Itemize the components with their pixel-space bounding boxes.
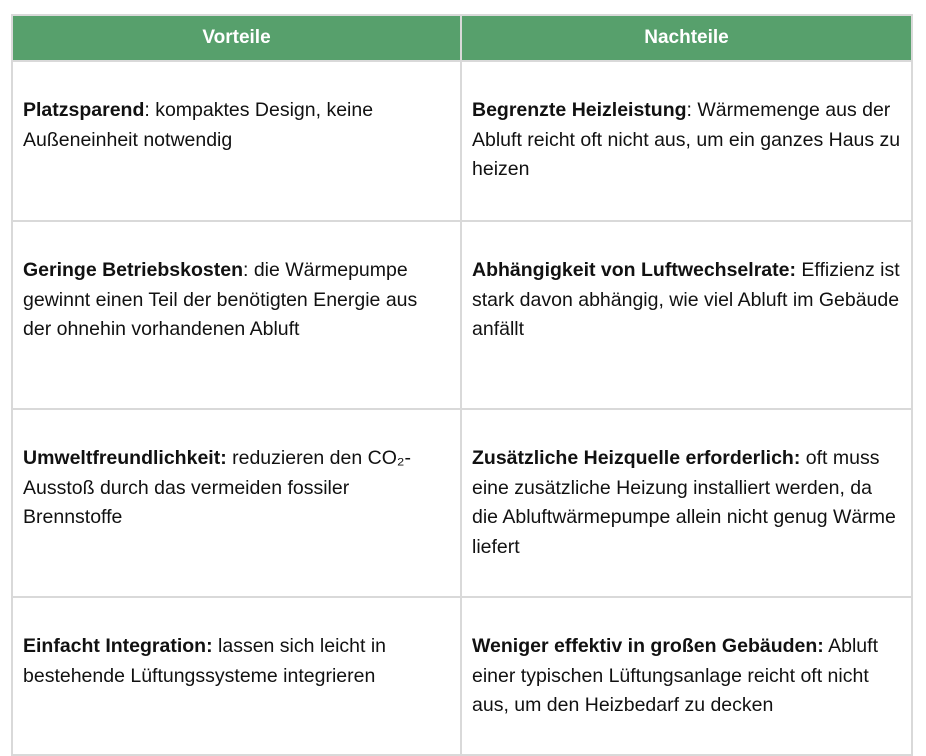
con-term: Zusätzliche Heizquelle erforderlich: [472,447,801,469]
con-term: Abhängigkeit von Luftwechselrate: [472,259,796,281]
table-row [12,409,912,597]
pro-term: Platzsparend [23,99,145,121]
con-cell [461,221,912,409]
pro-cell [12,597,461,755]
pro-term: Einfacht Integration: [23,635,213,657]
pro-cell [12,221,461,409]
pro-description: lassen sich leicht in bestehende Lüftungssysteme integrieren [23,635,387,687]
con-cell [461,409,912,597]
pro-term: Umweltfreundlichkeit: [23,447,227,469]
con-cell [461,597,912,755]
header-row [12,15,912,61]
con-description: oft muss eine zusätzliche Heizung installiert werden, da die Abluftwärmepumpe allein nicht genug Wärme liefert [472,447,896,558]
con-term: Weniger effektiv in großen Gebäuden: [472,635,824,657]
pro-cell [12,409,461,597]
table-row [12,597,912,755]
pro-description: : die Wärmepumpe gewinnt einen Teil der benötigten Energie aus der ohnehin vorhandenen Abluft [23,259,418,340]
pros-cons-table [11,14,913,756]
header-pros: Vorteile [12,15,461,61]
table-row [12,221,912,409]
table-row [12,61,912,221]
pro-description: : kompaktes Design, keine Außeneinheit notwendig [23,99,374,151]
pro-description: reduzieren den CO₂-Ausstoß durch das vermeiden fossiler Brennstoffe [23,447,411,528]
con-description: Effizienz ist stark davon abhängig, wie viel Abluft im Gebäude anfällt [472,259,900,340]
con-cell [461,61,912,221]
con-description: Abluft einer typischen Lüftungsanlage reicht oft nicht aus, um den Heizbedarf zu decken [472,635,878,716]
pro-cell [12,61,461,221]
con-description: : Wärmemenge aus der Abluft reicht oft nicht aus, um ein ganzes Haus zu heizen [472,99,901,180]
header-cons: Nachteile [461,15,912,61]
con-term: Begrenzte Heizleistung [472,99,687,121]
pro-term: Geringe Betriebskosten [23,259,243,281]
